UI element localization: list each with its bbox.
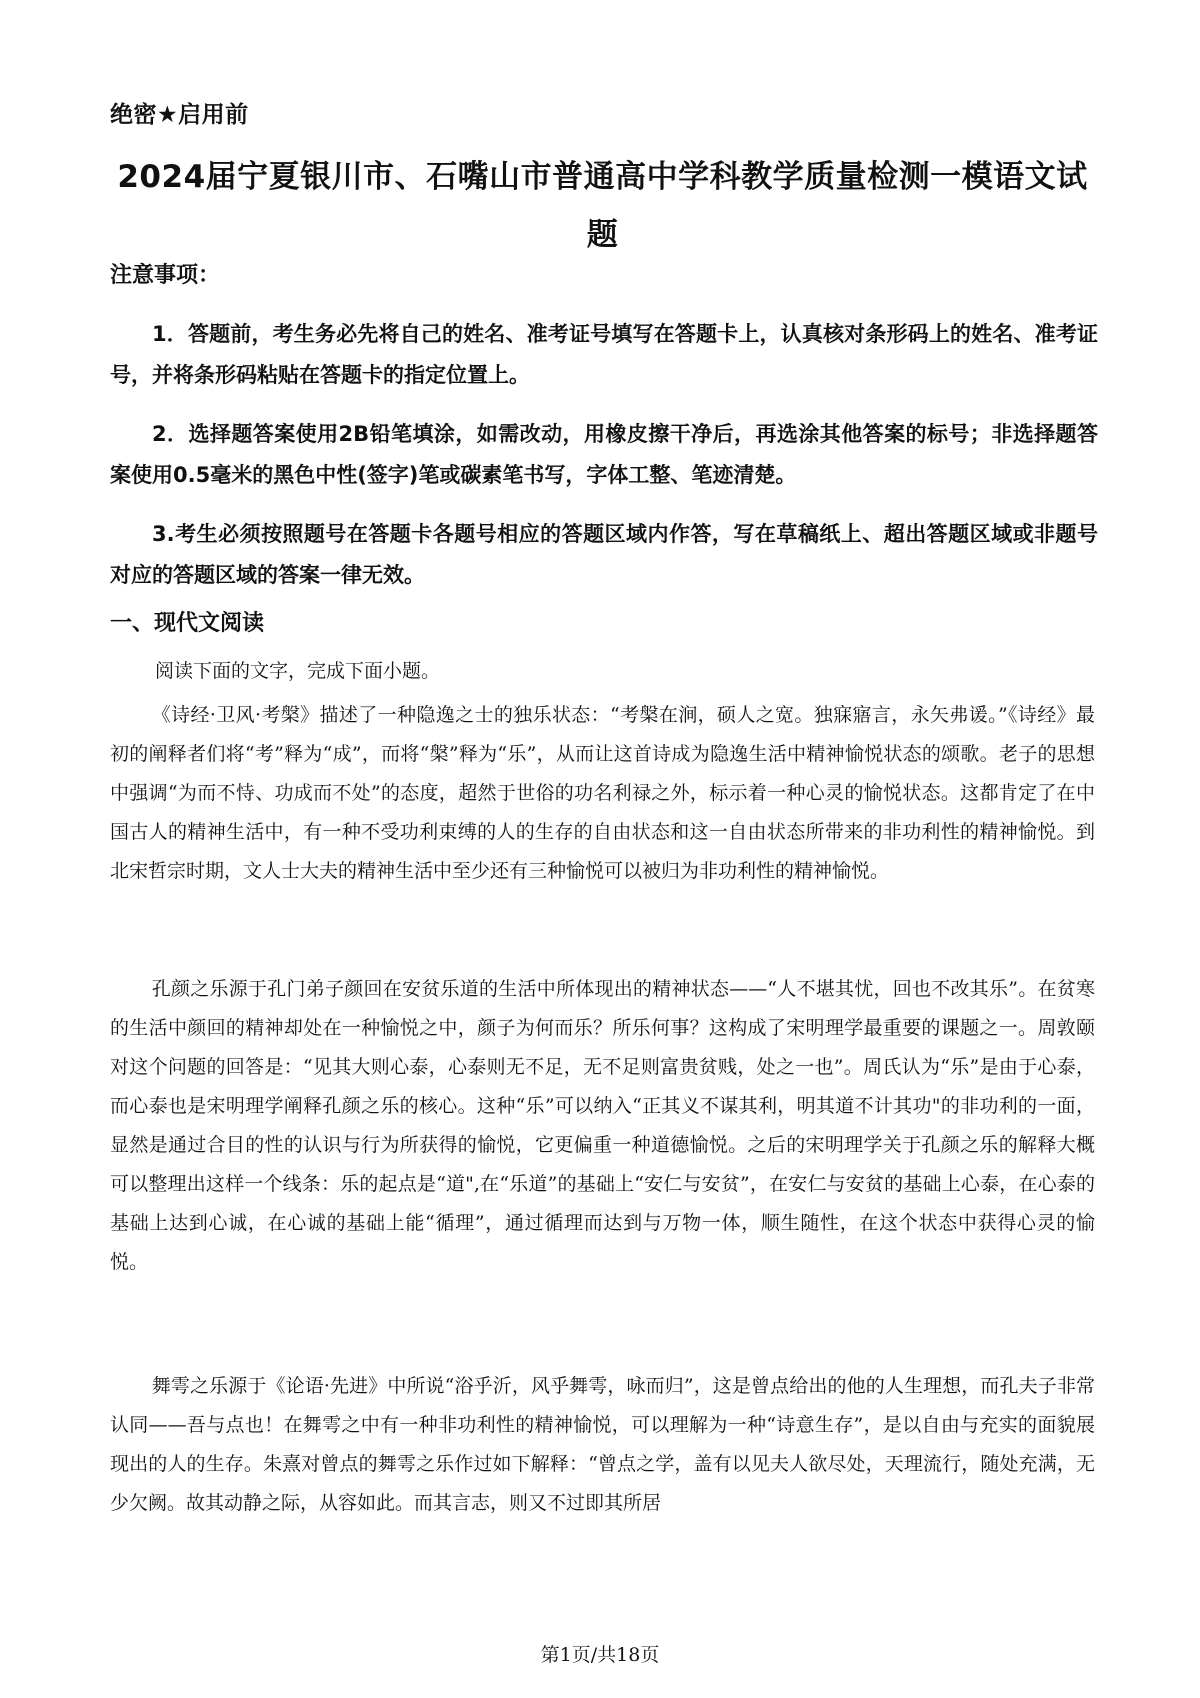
- notice-item-3: 3.考生必须按照题号在答题卡各题号相应的答题区域内作答，写在草稿纸上、超出答题区域或非题号对应的答题区域的答案一律无效。: [110, 522, 1098, 587]
- section-heading: 一、现代文阅读: [110, 611, 265, 636]
- notice-item-1: 1．答题前，考生务必先将自己的姓名、准考证号填写在答题卡上，认真核对条形码上的姓名、准考证号，并将条形码粘贴在答题卡的指定位置上。: [110, 322, 1098, 387]
- passage-paragraph-2: 孔颜之乐源于孔门弟子颜回在安贫乐道的生活中所体现出的精神状态——“人不堪其忧，回也不改其乐”。在贫寒的生活中颜回的精神却处在一种愉悦之中，颜子为何而乐？所乐何事？这构成了宋明理学最重要的课题之一。周敦颐对这个问题的回答是：“见其大则心泰，心泰则无不足，无不足则富贵贫贱，处之一也”。周氏认为“乐”是由于心泰，而心泰也是宋明理学阐释孔颜之乐的核心。这种“乐”可以纳入“正其义不谋其利，明其道不计其功"的非功利的一面，显然是通过合目的性的认识与行为所获得的愉悦，它更偏重一种道德愉悦。之后的宋明理学关于孔颜之乐的解释大概可以整理出这样一个线条：乐的起点是“道",在“乐道”的基础上“安仁与安贫”，在安仁与安贫的基础上心泰，在心泰的基础上达到心诚，在心诚的基础上能“循理”，通过循理而达到与万物一体，顺生随性，在这个状态中获得心灵的愉悦。: [110, 978, 1095, 1273]
- passage-paragraph-3: 舞雩之乐源于《论语·先进》中所说“浴乎沂，风乎舞雩，咏而归”，这是曾点给出的他的人生理想，而孔夫子非常认同——吾与点也！在舞雩之中有一种非功利性的精神愉悦，可以理解为一种“诗意生存”，是以自由与充实的面貌展现出的人的生存。朱熹对曾点的舞雩之乐作过如下解释：“曾点之学，盖有以见夫人欲尽处，天理流行，随处充满，无少欠阙。故其动静之际，从容如此。而其言志，则又不过即其所居: [110, 1375, 1095, 1514]
- notice-heading: 注意事项：: [110, 263, 221, 288]
- passage-paragraph-1: 《诗经·卫风·考槃》描述了一种隐逸之士的独乐状态：“考槃在涧，硕人之宽。独寐寤言，永矢弗谖。”《诗经》最初的阐释者们将“考”释为“成”，而将“槃”释为“乐”，从而让这首诗成为隐逸生活中精神愉悦状态的颂歌。老子的思想中强调“为而不恃、功成而不处”的态度，超然于世俗的功名利禄之外，标示着一种心灵的愉悦状态。这都肯定了在中国古人的精神生活中，有一种不受功利束缚的人的生存的自由状态和这一自由状态所带来的非功利性的精神愉悦。到北宋哲宗时期，文人士大夫的精神生活中至少还有三种愉悦可以被归为非功利性的精神愉悦。: [110, 704, 1095, 882]
- confidential-label: 绝密★启用前: [110, 102, 249, 128]
- notice-item-2: 2．选择题答案使用2B铅笔填涂，如需改动，用橡皮擦干净后，再选涂其他答案的标号；非选择题答案使用0.5毫米的黑色中性(签字)笔或碳素笔书写，字体工整、笔迹清楚。: [110, 422, 1098, 487]
- reading-instruction: 阅读下面的文字，完成下面小题。: [155, 660, 441, 682]
- page-number: 第1页/共18页: [540, 1644, 660, 1666]
- exam-title: 2024届宁夏银川市、石嘴山市普通高中学科教学质量检测一模语文试题: [117, 159, 1088, 253]
